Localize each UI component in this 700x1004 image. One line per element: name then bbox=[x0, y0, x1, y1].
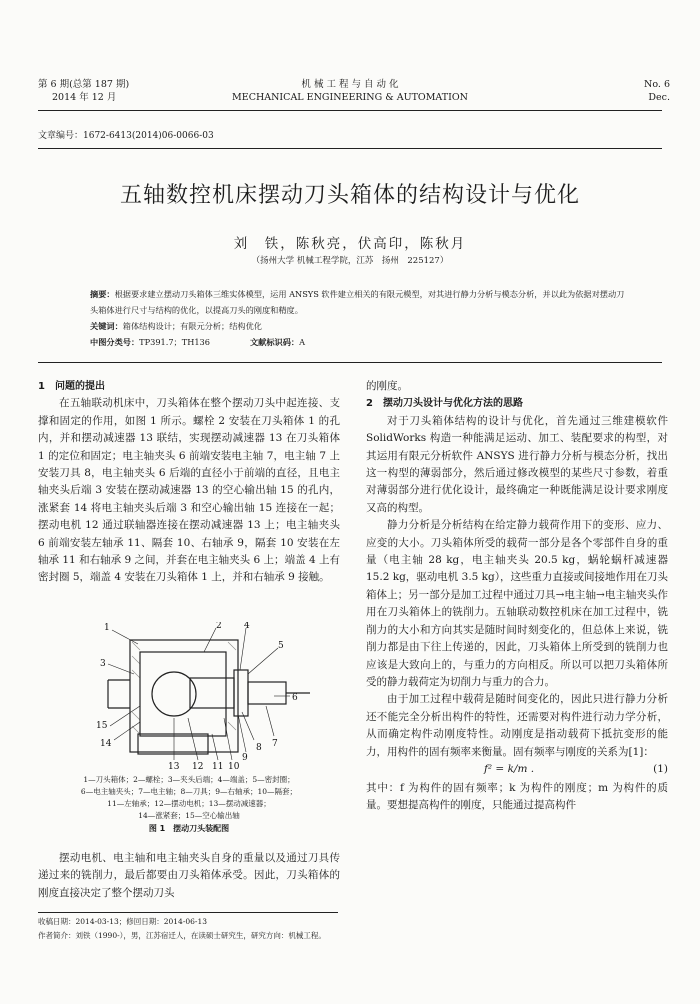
article-rule bbox=[38, 148, 662, 149]
fig-label-11: 11 bbox=[212, 762, 224, 770]
article-number: 文章编号：1672-6413(2014)06-0066-03 bbox=[38, 131, 214, 141]
fig-label-4: 4 bbox=[244, 622, 250, 631]
fig-label-3: 3 bbox=[100, 659, 106, 669]
fig-label-12: 12 bbox=[192, 762, 204, 770]
fig-label-1: 1 bbox=[104, 623, 110, 633]
fig-label-8: 8 bbox=[256, 743, 262, 753]
continued-text: 的刚度。 bbox=[366, 380, 408, 392]
fig-label-14: 14 bbox=[100, 739, 112, 749]
issue-month-en: Dec. bbox=[648, 92, 670, 103]
spindle-chuck bbox=[190, 678, 234, 708]
equation-number: (1) bbox=[653, 762, 668, 775]
head-box-outline bbox=[130, 640, 238, 752]
section-2-title: 2 摆动刀头设计与优化方法的思路 bbox=[366, 398, 523, 410]
journal-name-cn: 机 械 工 程 与 自 动 化 bbox=[301, 79, 399, 90]
equation-text: f² = k/m . bbox=[484, 762, 535, 775]
section-1-paragraph: 在五轴联动机床中，刀头箱体在整个摆动刀头中起连接、支撑和固定的作用，如图 1 所示。螺栓 2 安装在刀头箱体 1 的孔内，并和摆动减速器 13 联结，实现摆动减速器 13 在刀头箱体 1 的定位和固定；电主轴夹头 6 前端安装电主轴 7，电主轴 7 上安装刀具 8，电主轴夹头 6 后端的直径小于前端的直径，且电主轴夹头后端 3 安装在摆动减速器 13 的空心输出轴 15 的孔内，涨紧套 14 将电主轴夹头后端 3 和空心输出轴 15 连接在一起；摆动电机 12 通过联轴器连接在摆动减速器 13 上；电主轴夹头 6 前端安装左轴承 11、隔套 10、右轴承 9，隔套 10 安装在左轴承 11 和右轴承 9 之间，并套在电主轴夹头 6 上；端盖 4 上有密封圈 5，端盖 4 安装在刀头箱体 1 上，并和右轴承 9 接触。 bbox=[38, 397, 340, 584]
header-rule bbox=[38, 110, 662, 111]
fig-label-15: 15 bbox=[96, 721, 108, 731]
abstract-label: 摘要： bbox=[90, 289, 115, 299]
clc-label: 中图分类号： bbox=[90, 337, 140, 347]
fig-label-2: 2 bbox=[216, 622, 222, 631]
affiliation: （扬州大学 机械工程学院，江苏 扬州 225127） bbox=[251, 256, 449, 266]
paragraph-weight-load: 摆动电机、电主轴和电主轴夹头自身的重量以及通过刀具传递过来的铣削力，最后都要由刀头箱体承受。因此，刀头箱体的刚度直接决定了整个摆动刀头 bbox=[38, 852, 340, 899]
received-date: 收稿日期：2014-03-13；修回日期：2014-06-13 bbox=[38, 917, 207, 926]
issue-date: 2014 年 12 月 bbox=[52, 92, 117, 103]
keywords-label: 关键词： bbox=[90, 321, 123, 331]
classification bbox=[90, 334, 630, 350]
paragraph-static-analysis: 静力分析是分析结构在给定静力载荷作用下的变形、应力、应变的大小。刀头箱体所受的载荷一部分是各个零部件自身的重量（电主轴 28 kg，电主轴夹头 20.5 kg，蜗轮蜗杆减速器 15.2 kg，驱动电机 3.5 kg），这些重力直接或间接地作用在刀头箱体上；另一部分是加工过程中通过刀具→电主轴→电主轴夹头作用在刀头箱体上的铣削力。五轴联动数控机床在加工过程中，铣削力的大小和方向其实是随时间时刻变化的，但总体上来说，铣削力都是由下往上传递的，因此，刀头箱体上所受到的铣削力也应该是大致向上的，与重力的方向相反。所以可以把刀头箱体所受的静力载荷定为切削力与重力的合力。 bbox=[366, 519, 669, 688]
clc-value: TP391.7；TH136 bbox=[139, 337, 210, 347]
keywords-text: 箱体结构设计；有限元分析；结构优化 bbox=[122, 321, 262, 331]
abstract bbox=[90, 286, 630, 318]
legend-line: 14—涨紧套；15—空心输出轴 bbox=[138, 811, 240, 820]
reducer-wheel bbox=[152, 672, 196, 716]
right-column bbox=[366, 378, 668, 815]
left-column-top bbox=[38, 378, 340, 587]
footer-rule bbox=[38, 912, 338, 913]
equation-1 bbox=[366, 761, 668, 780]
paragraph-dynamic-analysis: 由于加工过程中载荷是随时间变化的，因此只进行静力分析还不能完全分析出构件的特性，还需要对构件进行动力学分析，从而确定构件动刚度特性。动刚度是指动载荷下抵抗变形的能力，用构件的固有频率来衡量。固有频率与刚度的关系为[1]： bbox=[366, 693, 668, 758]
abstract-rule bbox=[38, 362, 662, 363]
end-cover bbox=[234, 670, 248, 716]
fig-label-7: 7 bbox=[272, 739, 278, 749]
left-column-bottom bbox=[38, 850, 340, 902]
paper-title: 五轴数控机床摆动刀头箱体的结构设计与优化 bbox=[119, 183, 580, 208]
issue-no-en: No. 6 bbox=[644, 79, 670, 90]
fig-label-13: 13 bbox=[168, 762, 180, 770]
keywords bbox=[90, 318, 630, 334]
figure-legend bbox=[38, 774, 340, 835]
assembly-figure bbox=[78, 622, 318, 770]
legend-line: 1—刀头箱体；2—螺栓；3—夹头后端；4—端盖；5—密封圈； bbox=[83, 775, 295, 784]
paragraph-design-method: 对于刀头箱体结构的设计与优化，首先通过三维建模软件 SolidWorks 构造一种能满足运动、加工、装配要求的构型，对其运用有限元分析软件 ANSYS 进行静力分析与模态分析，找出这一构型的薄弱部分，然后通过修改模型的某些尺寸参数，着重对薄弱部分进行优化设计，最终确定一种既能满足设计要求刚度又高的构型。 bbox=[366, 414, 668, 514]
fig-label-10: 10 bbox=[228, 762, 240, 770]
legend-line: 11—左轴承；12—摆动电机；13—摆动减速器； bbox=[107, 799, 271, 808]
legend-line: 6—电主轴夹头；7—电主轴；8—刀具；9—右轴承；10—隔套； bbox=[80, 787, 298, 796]
footer-notes bbox=[38, 915, 326, 943]
abstract-block bbox=[90, 286, 630, 350]
fig-label-6: 6 bbox=[292, 693, 298, 703]
abstract-text: 根据要求建立摆动刀头箱体三维实体模型，运用 ANSYS 软件建立相关的有限元模型，对其进行静力分析与模态分析，并以此为依据对摆动刀头箱体进行尺寸与结构的优化，以提高刀头的刚度和精度。 bbox=[90, 289, 625, 315]
figure-caption: 图 1 摆动刀头装配图 bbox=[148, 824, 230, 833]
author-list: 刘 铁，陈秋亮，伏高印，陈秋月 bbox=[233, 236, 467, 252]
issue-info-en bbox=[644, 78, 670, 104]
journal-name bbox=[0, 78, 700, 104]
spindle bbox=[248, 682, 286, 704]
paragraph-variables: 其中：f 为构件的固有频率；k 为构件的刚度；m 为构件的质量。要想提高构件的刚度，只能通过提高构件 bbox=[366, 781, 668, 812]
author-bio: 作者简介：刘铁（1990-），男，江苏宿迁人，在读硕士研究生，研究方向：机械工程。 bbox=[38, 931, 326, 940]
doc-code-label: 文献标识码： bbox=[249, 337, 300, 347]
motor bbox=[138, 734, 208, 754]
inner-housing bbox=[140, 652, 226, 736]
section-1-title: 1 问题的提出 bbox=[38, 381, 105, 392]
issue-number: 第 6 期(总第 187 期) bbox=[38, 79, 130, 90]
doc-code-value: A bbox=[299, 337, 306, 347]
fig-label-5: 5 bbox=[278, 641, 284, 651]
journal-name-en: MECHANICAL ENGINEERING & AUTOMATION bbox=[232, 92, 468, 103]
fig-label-9: 9 bbox=[242, 753, 248, 763]
